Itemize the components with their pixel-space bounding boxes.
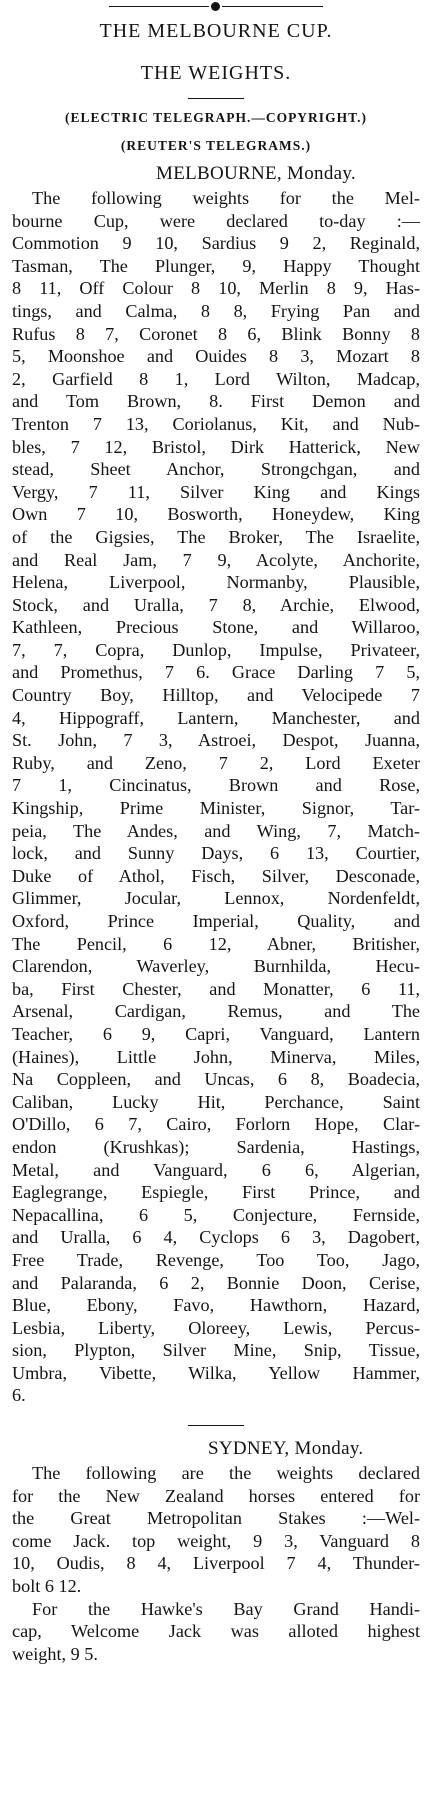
text-line: Commotion 9 10, Sardius 9 2, Reginald, (12, 233, 420, 254)
top-ornament (109, 0, 323, 14)
text-line: Kathleen, Precious Stone, and Willaroo, (12, 617, 420, 638)
text-line: 5, Moonshoe and Ouides 8 3, Mozart 8 (12, 346, 420, 367)
text-line: Kingship, Prime Minister, Signor, Tar- (12, 798, 420, 819)
text-line: Nepacallina, 6 5, Conjecture, Fernside, (12, 1204, 420, 1225)
text-line: For the Hawke's Bay Grand Handi- (32, 1598, 420, 1619)
text-line: Ruby, and Zeno, 7 2, Lord Exeter (12, 752, 420, 773)
text-line: sion, Plypton, Silver Mine, Snip, Tissue, (12, 1340, 420, 1361)
text-line: (Haines), Little John, Minerva, Miles, (12, 1046, 420, 1067)
text-line: and Uralla, 6 4, Cyclops 6 3, Dagobert, (12, 1227, 420, 1248)
text-line: 2, Garfield 8 1, Lord Wilton, Madcap, (12, 368, 420, 389)
text-line: Own 7 10, Bosworth, Honeydew, King (12, 504, 420, 525)
text-line: Arsenal, Cardigan, Remus, and The (12, 1001, 420, 1022)
text-line: 6. (12, 1385, 26, 1406)
text-line: weight, 9 5. (12, 1643, 98, 1664)
sydney-dateline: SYDNEY, Monday. (208, 1438, 364, 1460)
section-rule (188, 98, 244, 99)
text-line: Lesbia, Liberty, Oloreey, Lewis, Percus- (12, 1317, 420, 1338)
text-line: The following are the weights declared (32, 1463, 420, 1484)
text-line: Tasman, The Plunger, 9, Happy Thought (12, 255, 420, 276)
text-line: 7 1, Cincinatus, Brown and Rose, (12, 775, 420, 796)
article-title: THE MELBOURNE CUP. (99, 20, 333, 42)
text-line: 10, Oudis, 8 4, Liverpool 7 4, Thunder- (12, 1553, 420, 1574)
text-line: and Tom Brown, 8. First Demon and (12, 391, 420, 412)
text-line: Clarendon, Waverley, Burnhilda, Hecu- (12, 956, 420, 977)
text-line: the Great Metropolitan Stakes :—Wel- (12, 1508, 420, 1529)
article-subtitle: THE WEIGHTS. (140, 62, 292, 84)
text-line: Helena, Liverpool, Normanby, Plausible, (12, 572, 420, 593)
text-line: endon (Krushkas); Sardenia, Hastings, (12, 1136, 420, 1157)
text-line: Vergy, 7 11, Silver King and Kings (12, 481, 420, 502)
text-line: and Promethus, 7 6. Grace Darling 7 5, (12, 662, 420, 683)
text-line: and Real Jam, 7 9, Acolyte, Anchorite, (12, 549, 420, 570)
text-line: Country Boy, Hilltop, and Velocipede 7 (12, 685, 420, 706)
text-line: Umbra, Vibette, Wilka, Yellow Hammer, (12, 1362, 420, 1383)
text-line: come Jack. top weight, 9 3, Vanguard 8 (12, 1530, 420, 1551)
text-line: Caliban, Lucky Hit, Perchance, Saint (12, 1091, 420, 1112)
text-line: and Palaranda, 6 2, Bonnie Doon, Cerise, (12, 1272, 420, 1293)
text-line: stead, Sheet Anchor, Strongchgan, and (12, 459, 420, 480)
text-line: The Pencil, 6 12, Abner, Britisher, (12, 933, 420, 954)
text-line: of the Gigsies, The Broker, The Israelite, (12, 526, 420, 547)
text-line: bolt 6 12. (12, 1576, 82, 1597)
credit-source: (REUTER'S TELEGRAMS.) (120, 138, 312, 153)
text-line: The following weights for the Mel- (32, 188, 420, 208)
melbourne-dateline: MELBOURNE, Monday. (156, 163, 356, 184)
text-line: for the New Zealand horses entered for (12, 1485, 420, 1506)
text-line: Free Trade, Revenge, Too Too, Jago, (12, 1249, 420, 1270)
text-line: 7, 7, Copra, Dunlop, Impulse, Privateer, (12, 639, 420, 660)
hawkes-bay-paragraph (12, 1598, 420, 1666)
text-line: O'Dillo, 6 7, Cairo, Forlorn Hope, Clar- (12, 1114, 420, 1135)
text-line: Na Coppleen, and Uncas, 6 8, Boadecia, (12, 1069, 420, 1090)
text-line: Glimmer, Jocular, Lennox, Nordenfeldt, (12, 888, 420, 909)
text-line: Rufus 8 7, Coronet 8 6, Blink Bonny 8 (12, 323, 420, 344)
text-line: peia, The Andes, and Wing, 7, Match- (12, 820, 420, 841)
text-line: lock, and Sunny Days, 6 13, Courtier, (12, 843, 420, 864)
section-rule (188, 1425, 244, 1426)
ornament-rule-right (222, 6, 323, 7)
text-line: 4, Hippograff, Lantern, Manchester, and (12, 707, 420, 728)
text-line: 8 11, Off Colour 8 10, Merlin 8 9, Has- (12, 278, 420, 299)
ornament-dot (211, 2, 220, 11)
text-line: cap, Welcome Jack was alloted highest (12, 1621, 420, 1642)
text-line: bles, 7 12, Bristol, Dirk Hatterick, New (12, 436, 420, 457)
text-line: Teacher, 6 9, Capri, Vanguard, Lantern (12, 1023, 420, 1044)
text-line: tings, and Calma, 8 8, Frying Pan and (12, 300, 420, 321)
text-line: St. John, 7 3, Astroei, Despot, Juanna, (12, 730, 420, 751)
credit-line: (ELECTRIC TELEGRAPH.—COPYRIGHT.) (65, 110, 367, 125)
text-line: ba, First Chester, and Monatter, 6 11, (12, 978, 420, 999)
text-line: Stock, and Uralla, 7 8, Archie, Elwood, (12, 594, 420, 615)
melbourne-weights-paragraph (12, 187, 420, 1407)
sydney-weights-paragraph (12, 1462, 420, 1598)
ornament-rule-left (109, 6, 209, 7)
text-line: bourne Cup, were declared to-day :— (12, 210, 420, 231)
text-line: Blue, Ebony, Favo, Hawthorn, Hazard, (12, 1295, 420, 1316)
text-line: Duke of Athol, Fisch, Silver, Desconade, (12, 865, 420, 886)
text-line: Trenton 7 13, Coriolanus, Kit, and Nub- (12, 413, 420, 434)
text-line: Oxford, Prince Imperial, Quality, and (12, 911, 420, 931)
text-line: Metal, and Vanguard, 6 6, Algerian, (12, 1159, 420, 1180)
text-line: Eaglegrange, Espiegle, First Prince, and (12, 1182, 420, 1203)
